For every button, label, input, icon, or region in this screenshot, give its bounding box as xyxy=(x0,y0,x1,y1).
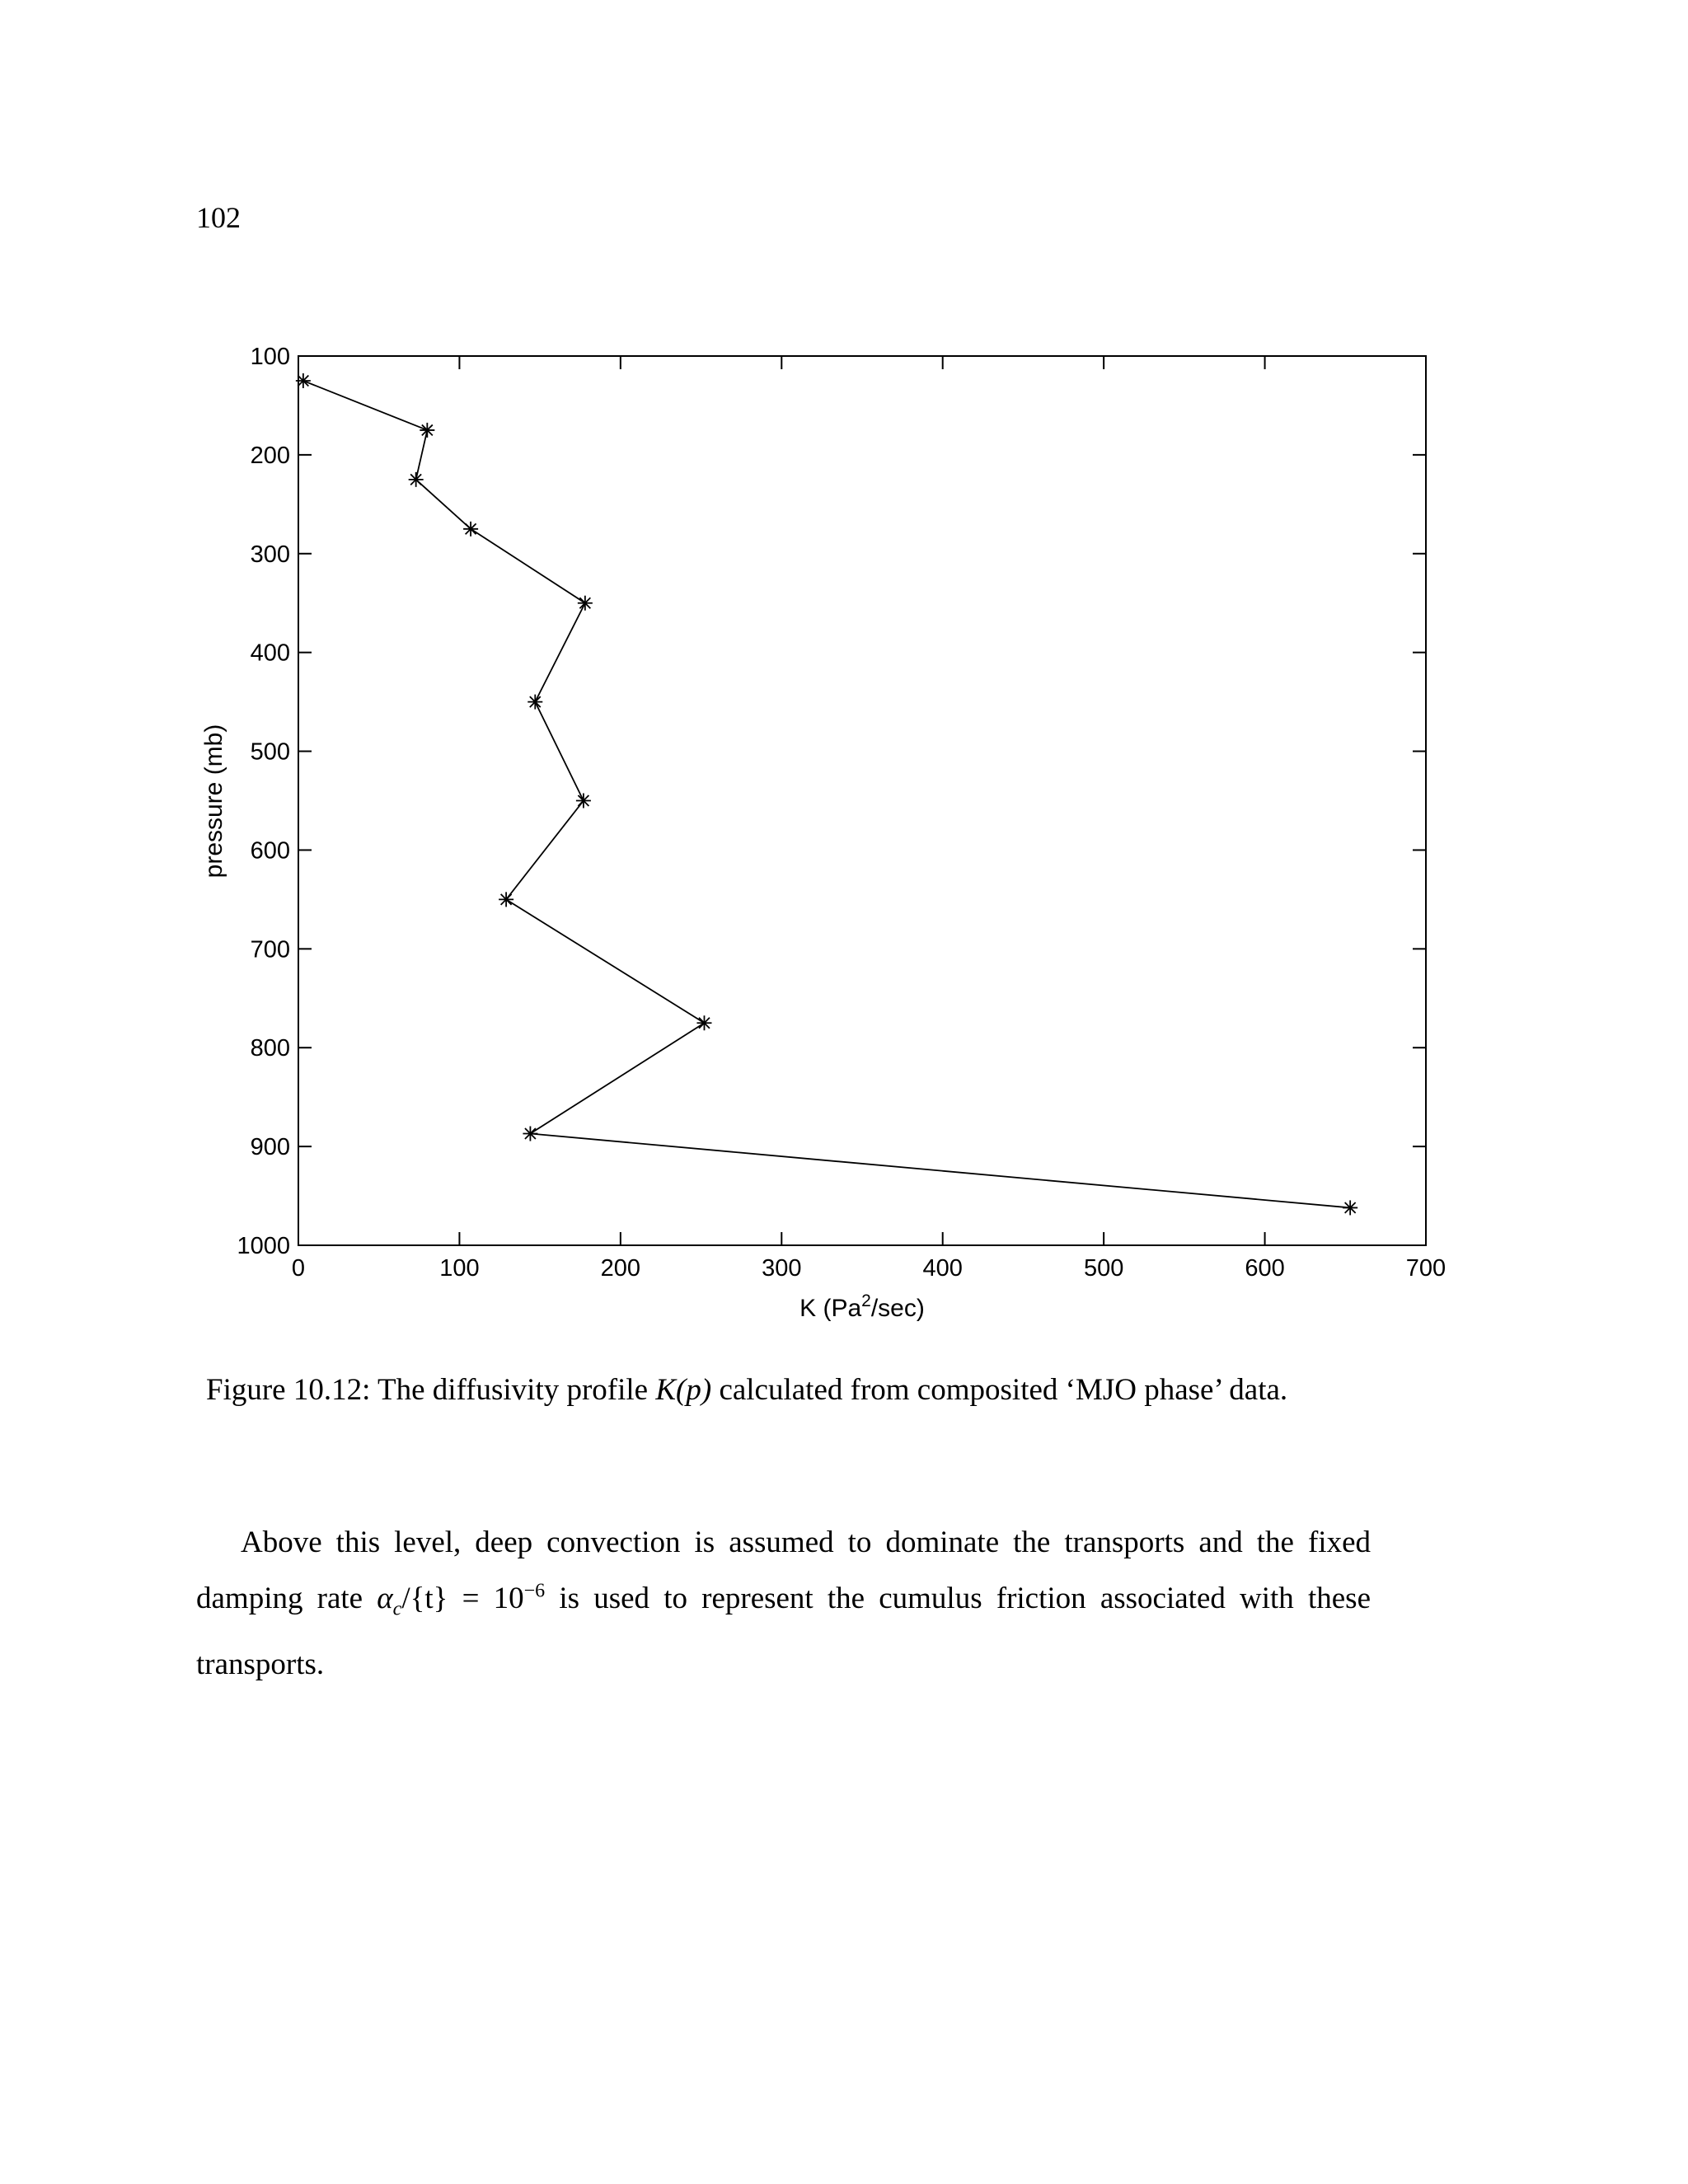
caption-math: K(p) xyxy=(655,1373,712,1407)
data-point xyxy=(296,373,311,388)
x-tick-label: 0 xyxy=(291,1255,306,1282)
paragraph-part-2: is used to represent the cumulus friction associated with these transports. xyxy=(196,1582,1371,1682)
x-tick-label: 300 xyxy=(762,1255,802,1282)
caption-prefix: Figure 10.12: The diffusivity profile xyxy=(206,1373,656,1407)
y-tick-label: 900 xyxy=(250,1134,290,1161)
y-tick-label: 200 xyxy=(250,442,290,469)
data-point xyxy=(578,596,593,611)
figure-caption xyxy=(206,1372,1287,1408)
body-paragraph xyxy=(196,1515,1371,1693)
data-point xyxy=(463,522,478,537)
x-tick-label: 400 xyxy=(922,1255,963,1282)
y-tick-label: 600 xyxy=(250,837,290,865)
y-tick-label: 700 xyxy=(250,936,290,963)
math-alpha: α xyxy=(377,1582,393,1615)
plot-frame xyxy=(298,356,1426,1245)
data-point xyxy=(576,794,591,808)
math-subscript: c xyxy=(392,1598,402,1620)
data-point xyxy=(523,1127,537,1141)
data-point xyxy=(499,892,513,907)
y-tick-label: 1000 xyxy=(237,1233,290,1259)
x-tick-label: 100 xyxy=(439,1255,480,1282)
x-tick-label: 200 xyxy=(600,1255,641,1282)
x-ticks xyxy=(292,356,1446,1282)
paragraph-part-1: Above this level, deep convection is assumed to dominate the transports and the fixed damping rate xyxy=(196,1526,1371,1615)
caption-suffix: calculated from composited ‘MJO phase’ data. xyxy=(711,1373,1288,1407)
series-markers xyxy=(296,373,1357,1215)
y-tick-label: 400 xyxy=(250,640,290,667)
x-tick-label: 500 xyxy=(1083,1255,1124,1282)
math-exponent: −6 xyxy=(523,1580,546,1602)
paragraph-text xyxy=(196,1515,1371,1693)
data-point xyxy=(1343,1200,1357,1215)
y-tick-label: 100 xyxy=(250,344,290,370)
data-point xyxy=(528,695,542,710)
y-tick-label: 500 xyxy=(250,738,290,766)
series-line xyxy=(303,381,1350,1207)
y-axis-label: pressure (mb) xyxy=(200,724,227,879)
x-tick-label: 600 xyxy=(1245,1255,1285,1282)
x-tick-label: 700 xyxy=(1405,1255,1447,1282)
page-number: 102 xyxy=(196,201,241,234)
series-line-group xyxy=(303,381,1350,1207)
y-tick-label: 800 xyxy=(250,1035,290,1062)
x-axis-label: K (Pa$^2$/sec) xyxy=(799,1291,925,1322)
data-point xyxy=(696,1015,711,1030)
data-point xyxy=(409,472,424,487)
data-point xyxy=(420,423,434,438)
math-expression: /{t} = 10 xyxy=(401,1582,524,1615)
y-tick-label: 300 xyxy=(250,541,290,568)
